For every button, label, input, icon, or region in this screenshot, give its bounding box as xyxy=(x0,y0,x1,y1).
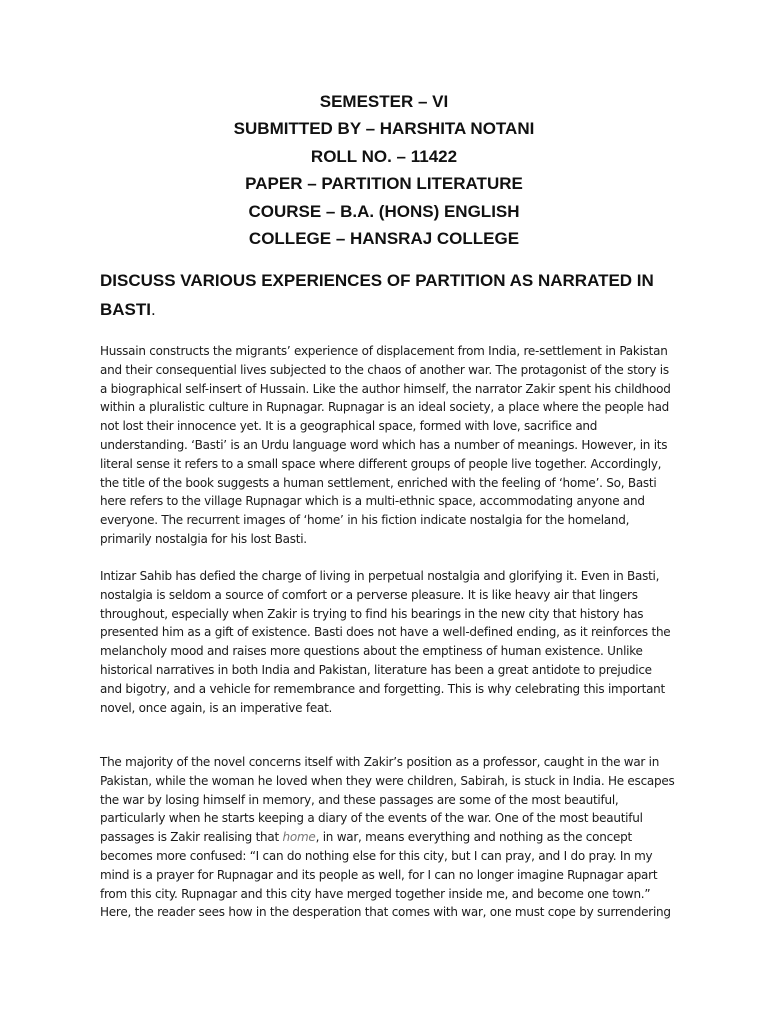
paragraph-line: Here, the reader sees how in the desperation that comes with war, one must cope by surrendering xyxy=(100,905,671,920)
paragraph-line: everyone. The recurrent images of ‘home’ in his fiction indicate nostalgia for the homeland, xyxy=(100,513,630,528)
line-text-before: passages is Zakir realising that xyxy=(100,830,283,845)
paragraph-line: Intizar Sahib has defied the charge of living in perpetual nostalgia and glorifying it. Even in Basti, xyxy=(100,569,660,583)
paragraph-line: the war by losing himself in memory, and these passages are some of the most beautiful, xyxy=(100,792,619,807)
college-line: COLLEGE – HANSRAJ COLLEGE xyxy=(248,228,520,248)
submitted-by-line: SUBMITTED BY – HARSHITA NOTANI xyxy=(233,119,535,139)
paragraph-line: Hussain constructs the migrants’ experience of displacement from India, re-settlement in Pakistan xyxy=(100,344,668,358)
paragraph-2 xyxy=(100,567,676,717)
paragraph-line: The majority of the novel concerns itself with Zakir’s position as a professor, caught in the war in xyxy=(100,755,660,769)
paragraph-line: melancholy mood and raises more questions about the emptiness of human existence. Unlike xyxy=(100,644,643,659)
paragraph-line: and bigotry, and a vehicle for remembrance and forgetting. This is why celebrating this important xyxy=(100,681,665,696)
paragraph-line: not lost their innocence yet. It is a geographical space, formed with love, sacrifice and xyxy=(100,419,598,434)
paragraph-line: becomes more confused: “I can do nothing else for this city, but I can pray, and I do pray. In my xyxy=(100,848,653,863)
paragraph-3 xyxy=(100,753,676,922)
question-heading xyxy=(100,266,680,324)
paragraph-line: a biographical self-insert of Hussain. Like the author himself, the narrator Zakir spent his childhood xyxy=(100,381,671,396)
paragraph-line: here refers to the village Rupnagar which is a multi-ethnic space, accommodating anyone and xyxy=(100,494,645,509)
paragraph-line: Pakistan, while the woman he loved when they were children, Sabirah, is stuck in India. He escapes xyxy=(100,773,675,788)
paragraph-line: the title of the book suggests a human settlement, enriched with the feeling of ‘home’. So, Basti xyxy=(100,475,657,490)
course-line: COURSE – B.A. (HONS) ENGLISH xyxy=(248,201,520,221)
paragraph-line: within a pluralistic culture in Rupnagar. Rupnagar is an ideal society, a place where the people had xyxy=(100,400,670,415)
paragraph-line: mind is a prayer for Rupnagar and its people as well, for I can no longer imagine Rupnagar apart xyxy=(100,867,658,882)
paragraph-line: particularly when he starts keeping a diary of the events of the war. One of the most beautiful xyxy=(100,811,643,826)
paragraph-1 xyxy=(100,342,676,549)
question-period: . xyxy=(151,300,156,319)
paragraph-line: literal sense it refers to a small space where different groups of people live together. Accordingly, xyxy=(100,456,662,471)
paper-line: PAPER – PARTITION LITERATURE xyxy=(245,174,523,194)
semester-line: SEMESTER – VI xyxy=(319,92,449,111)
title-block xyxy=(0,88,768,252)
question-line-2 xyxy=(100,295,680,324)
paragraph-line: throughout, especially when Zakir is trying to find his bearings in the new city that history has xyxy=(100,606,644,621)
line-text-after: , in war, means everything and nothing as the concept xyxy=(315,830,632,845)
paragraph-line-with-emphasis xyxy=(100,828,676,847)
paragraph-line: novel, once again, is an imperative feat. xyxy=(100,700,333,715)
paragraph-line: nostalgia is seldom a source of comfort or a perverse pleasure. It is like heavy air that lingers xyxy=(100,587,638,602)
paragraph-line: presented him as a gift of existence. Basti does not have a well-defined ending, as it reinforces the xyxy=(100,625,671,640)
roll-number-line: ROLL NO. – 11422 xyxy=(310,146,458,166)
paragraph-line: and their consequential lives subjected to the chaos of another war. The protagonist of the story is xyxy=(100,362,669,377)
paragraph-line: historical narratives in both India and Pakistan, literature has been a great antidote to prejudice xyxy=(100,662,652,677)
emphasis-home: home xyxy=(282,830,316,845)
paragraph-line: primarily nostalgia for his lost Basti. xyxy=(100,531,307,546)
paragraph-line: understanding. ‘Basti’ is an Urdu language word which has a number of meanings. However, in its xyxy=(100,437,668,452)
question-title-basti: BASTI xyxy=(100,300,151,319)
paragraph-line: from this city. Rupnagar and this city have merged together inside me, and become one town.” xyxy=(100,886,651,901)
question-line-1: DISCUSS VARIOUS EXPERIENCES OF PARTITION AS NARRATED IN xyxy=(100,271,654,290)
